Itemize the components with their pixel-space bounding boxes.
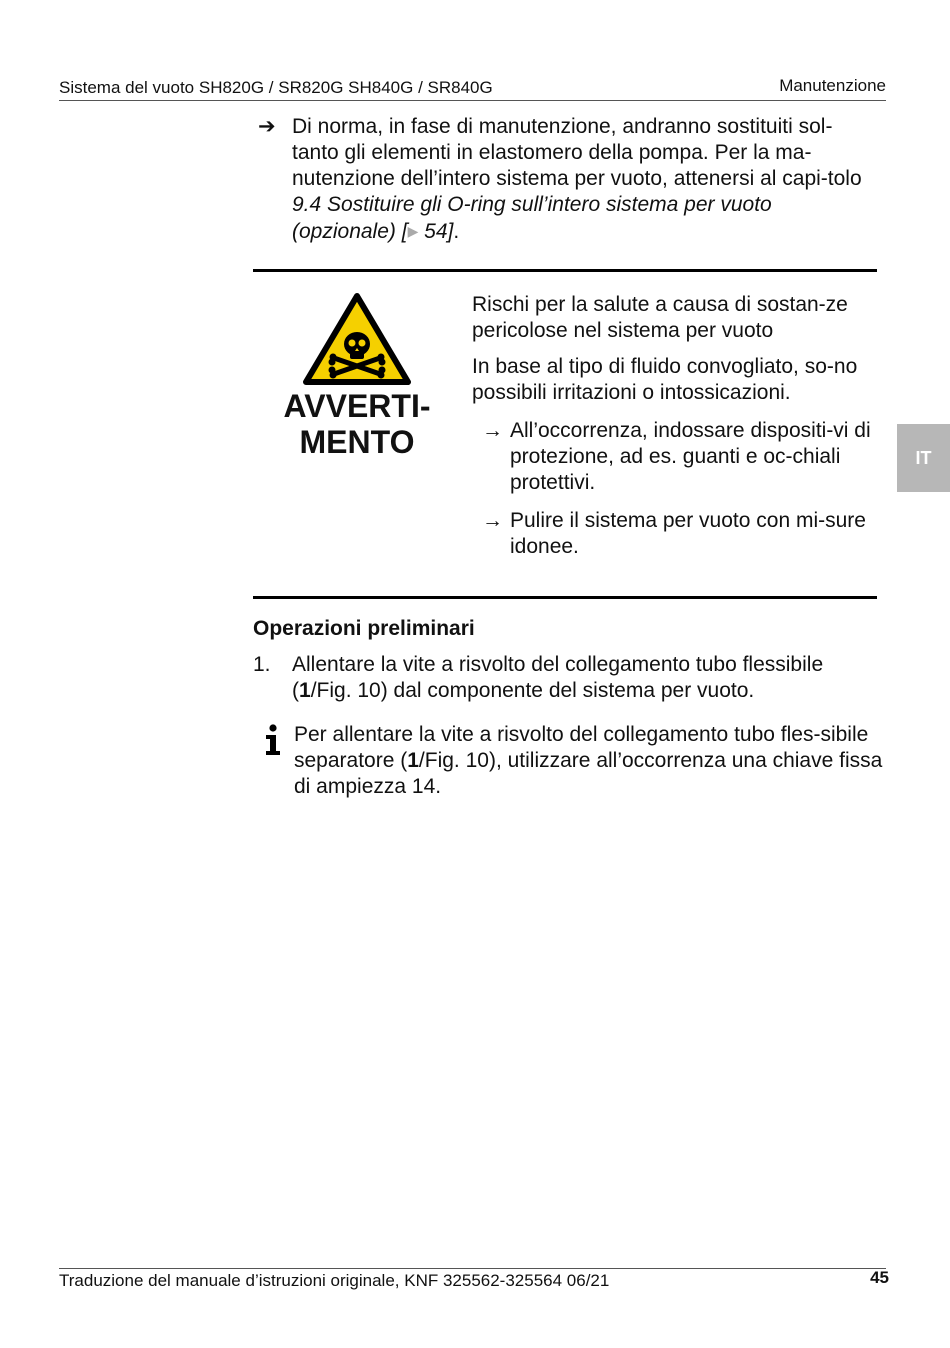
step-text [292, 652, 883, 704]
page-ref-arrow-icon: ▶ [407, 223, 419, 239]
step-text-before: Allentare la vite a risvolto del collegamento tubo flessibile ( [292, 653, 824, 702]
intro-text-end: . [453, 220, 460, 243]
intro-text-start: Di norma, in fase di manutenzione, andranno sostituiti sol-tanto gli elementi in elastomero della pompa. Per la ma-nutenzione dell’intero sistema per vuoto, attenersi al capi-tolo [292, 115, 862, 190]
warning-title: Rischi per la salute a causa di sostan-ze pericolose nel sistema per vuoto [472, 293, 848, 342]
footer-rule [59, 1268, 886, 1269]
info-text-after: /Fig. 10), utilizzare all’occorrenza una chiave fissa di ampiezza 14. [294, 749, 883, 798]
warning-description: In base al tipo di fluido convogliato, so-no possibili irritazioni o intossicazioni. [472, 355, 858, 404]
header-section: Manutenzione [779, 76, 886, 95]
arrow-right-icon: → [482, 509, 503, 532]
info-text-before: Per allentare la vite a risvolto del collegamento tubo fles-sibile separatore ( [294, 723, 869, 772]
info-note [294, 722, 884, 800]
footer-text: Traduzione del manuale d’istruzioni originale, KNF 325562-325564 06/21 [59, 1271, 610, 1290]
page-ref: 54] [418, 220, 454, 243]
step-number: 1. [253, 653, 271, 676]
intro-text [292, 114, 878, 245]
info-ref-number: 1 [407, 749, 419, 772]
arrow-right-icon: → [482, 419, 503, 442]
page-number: 45 [870, 1268, 889, 1287]
warning-item-text: All’occorrenza, indossare dispositi-vi di protezione, ad es. guanti e oc-chiali protettivi. [510, 419, 871, 494]
warning-word-line1: AVVERTI- [283, 388, 431, 424]
warning-word-line2: MENTO [299, 424, 415, 460]
skull-warning-icon [302, 292, 412, 386]
section-title: Operazioni preliminari [253, 617, 475, 640]
warning-item [472, 508, 872, 560]
warning-text [472, 292, 872, 572]
intro-arrow-icon: ➔ [258, 115, 276, 138]
header-title: Sistema del vuoto SH820G / SR820G SH840G / SR840G [59, 78, 493, 97]
step-item [253, 652, 883, 704]
info-icon [262, 724, 284, 756]
warning-item-text: Pulire il sistema per vuoto con mi-sure idonee. [510, 509, 866, 558]
warning-rule-top [253, 269, 877, 272]
intro-paragraph [258, 114, 878, 245]
warning-word [260, 388, 454, 460]
language-tab[interactable]: IT [897, 424, 950, 492]
step-ref-number: 1 [299, 679, 311, 702]
chapter-link-text: 9.4 Sostituire gli O-ring sull’intero sistema per vuoto (opzionale) [ [292, 193, 772, 243]
warning-rule-bottom [253, 596, 877, 599]
step-text-after: /Fig. 10) dal componente del sistema per vuoto. [310, 679, 755, 702]
chapter-link[interactable] [292, 193, 772, 243]
warning-item [472, 418, 872, 496]
header-rule [59, 100, 886, 101]
